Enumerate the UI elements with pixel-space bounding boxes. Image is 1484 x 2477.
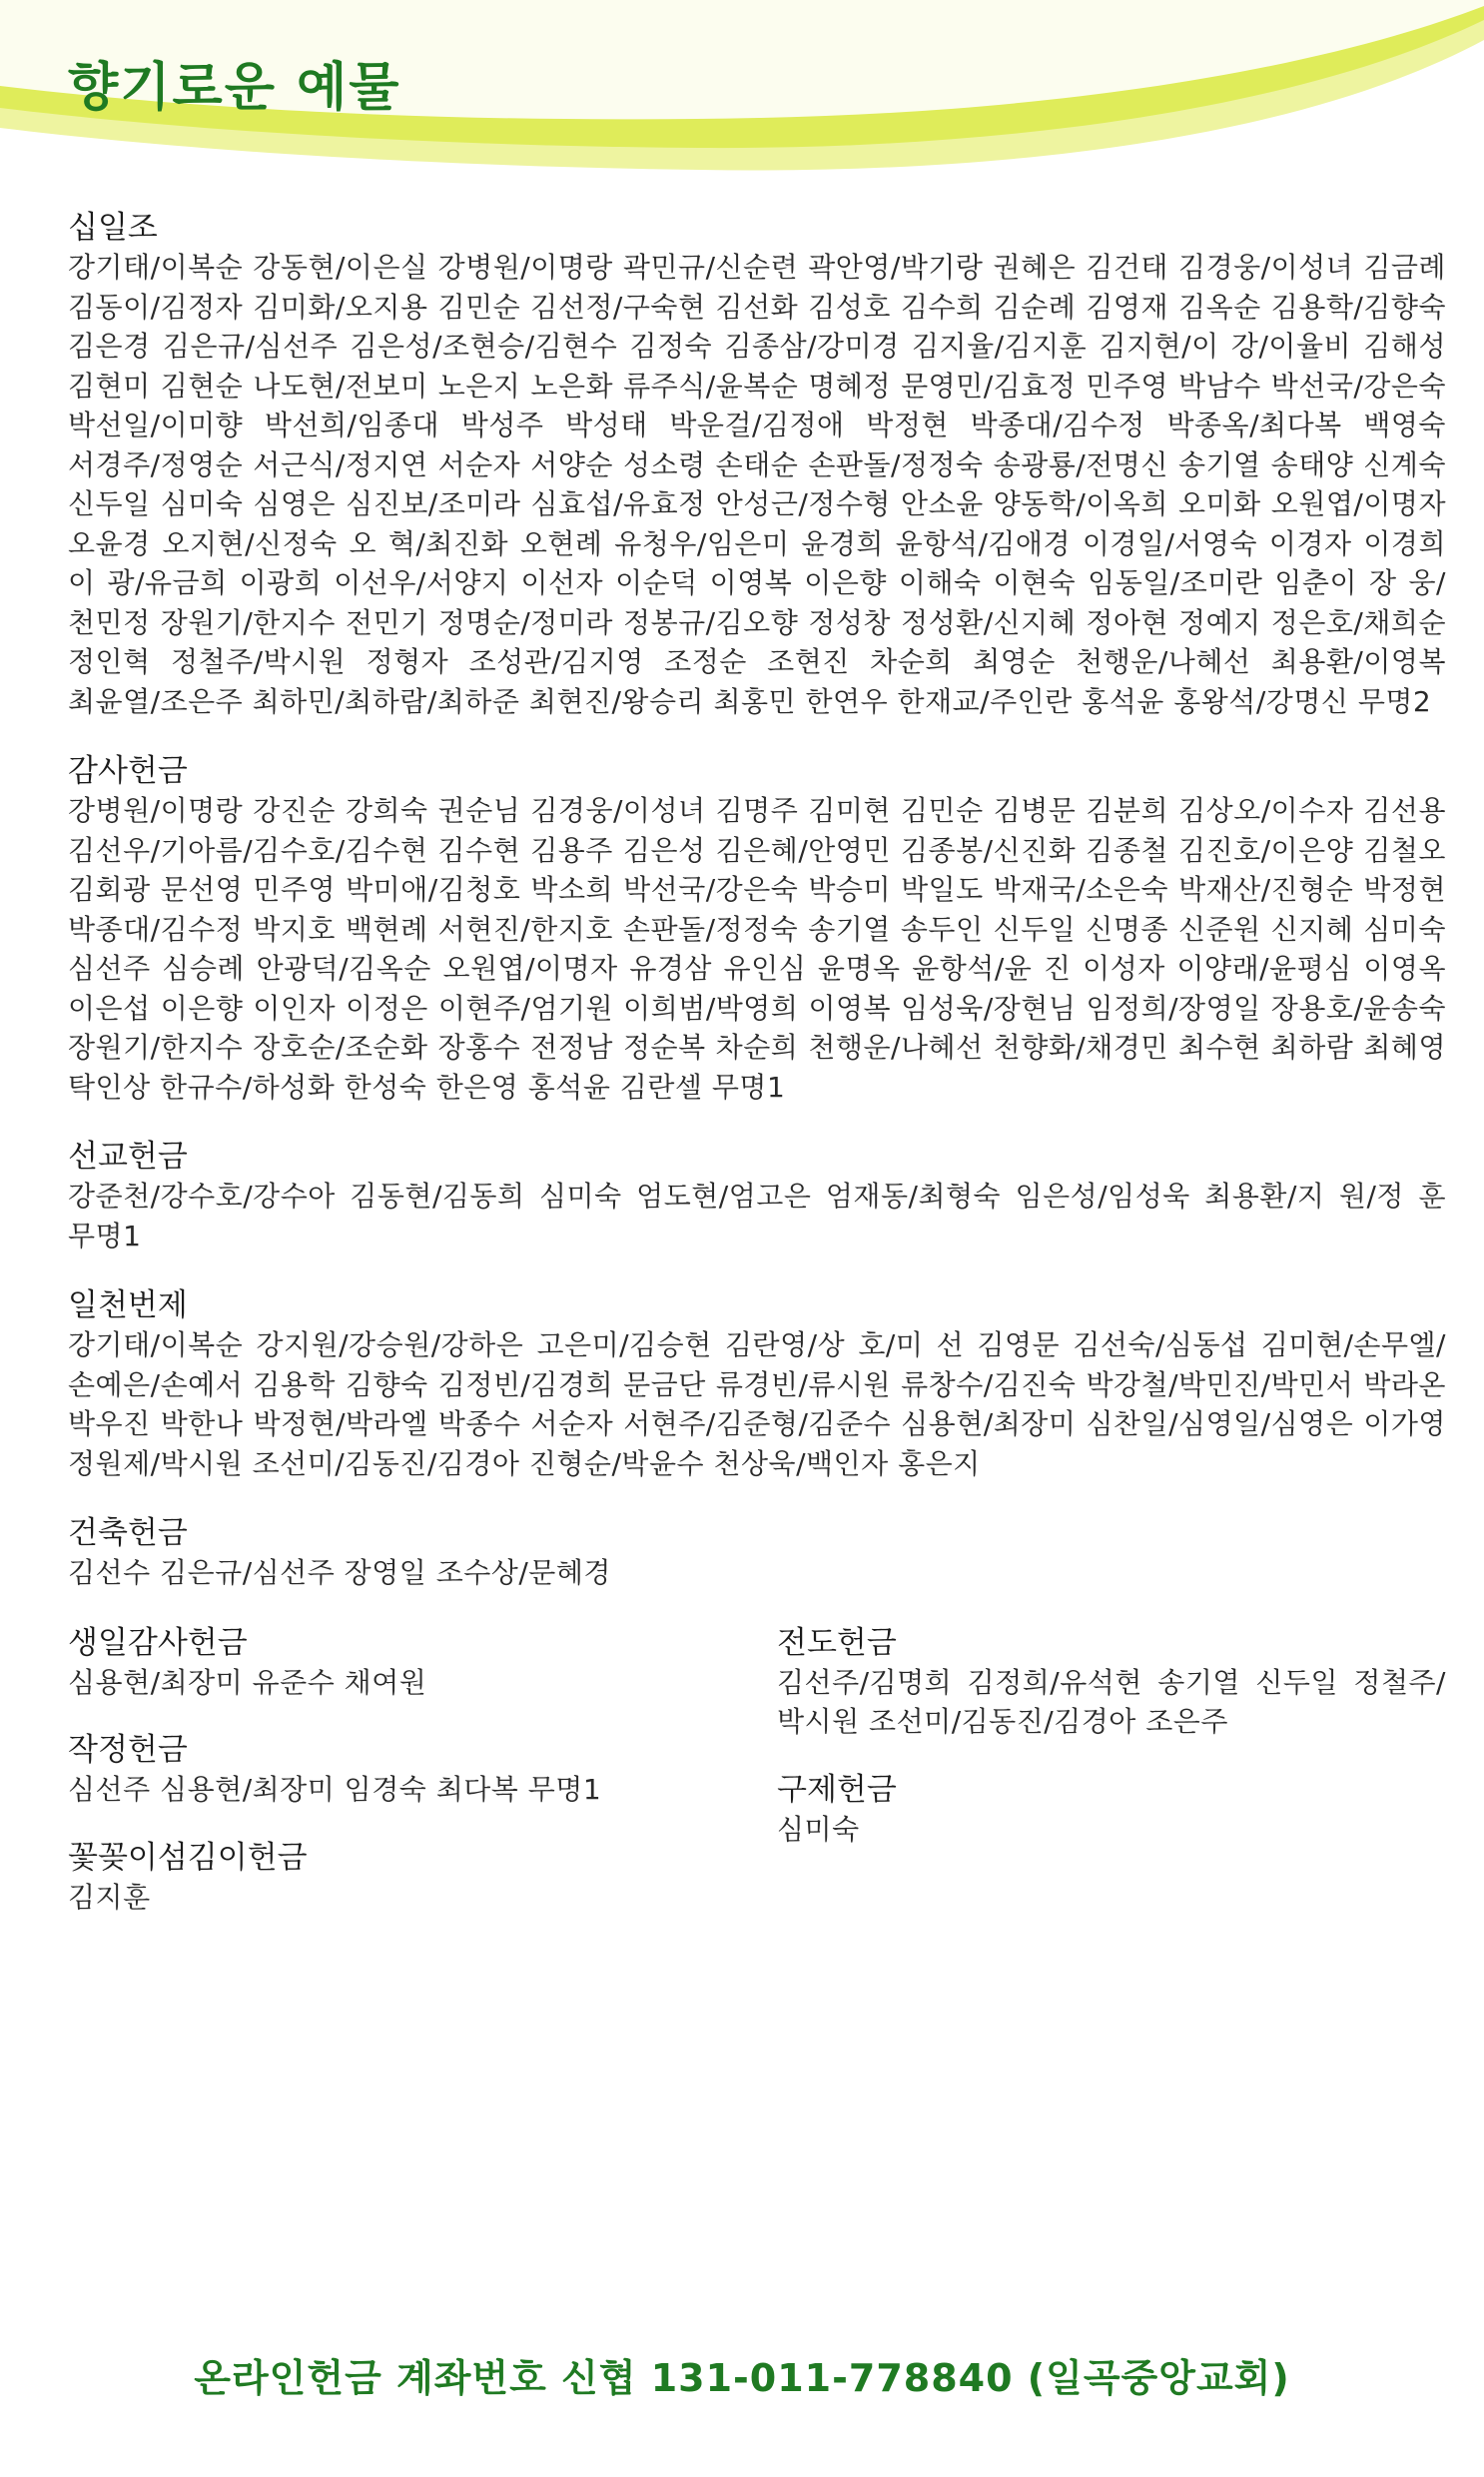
section-title: 십일조	[68, 210, 158, 246]
section-title: 건축헌금	[68, 1515, 188, 1551]
section-gamsa	[68, 751, 1446, 1107]
section-title: 선교헌금	[68, 1139, 188, 1175]
two-column-sections	[68, 1623, 1446, 1946]
donor-names: 김지훈	[68, 1880, 151, 1914]
donor-names: 강준천/강수호/강수아 김동현/김동희 심미숙 엄도현/엄고은 엄재동/최형숙 임은성/임성욱 최용환/지 원/정 훈 무명1	[68, 1180, 1446, 1252]
section-title: 감사헌금	[68, 753, 188, 789]
section-title: 구제헌금	[777, 1771, 897, 1808]
donor-names: 강기태/이복순 강지원/강승원/강하은 고은미/김승현 김란영/상 호/미 선 김영문 김선숙/심동섭 김미현/손무엘/손예은/손예서 김용학 김향숙 김정빈/김경희 문금단 류경빈/류시원 류창수/김진숙 박강철/박민진/박민서 박라온 박우진 박한나 박정현/박라엘 박종수 서순자 서현주/김준형/김준수 심용현/최장미 심찬일/심영일/심영은 이가영 정원제/박시원 조선미/김동진/김경아 진형순/박윤수 천상욱/백인자 홍은지	[68, 1328, 1446, 1480]
section-jakjeong	[68, 1730, 777, 1810]
section-kkot	[68, 1838, 777, 1918]
section-geonchuk	[68, 1513, 1446, 1593]
offering-list	[68, 208, 1446, 1945]
section-title: 생일감사헌금	[68, 1624, 248, 1661]
right-column	[777, 1623, 1446, 1946]
donor-names: 강병원/이명랑 강진순 강희숙 권순님 김경웅/이성녀 김명주 김미현 김민순 김병문 김분희 김상오/이수자 김선용 김선우/기아름/김수호/김수현 김수현 김용주 김은성 김은혜/안영민 김종봉/신진화 김종철 김진호/이은양 김철오 김회광 문선영 민주영 박미애/김청호 박소희 박선국/강은숙 박승미 박일도 박재국/소은숙 박재산/진형순 박정현 박종대/김수정 박지호 백현례 서현진/한지호 손판돌/정정숙 송기열 송두인 신두일 신명종 신준원 신지혜 심미숙 심선주 심승례 안광덕/김옥순 오원엽/이명자 유경삼 유인심 윤명옥 윤항석/윤 진 이성자 이양래/윤평심 이영옥 이은섭 이은향 이인자 이정은 이현주/엄기원 이희범/박영희 이영복 임성욱/장현님 임정희/장영일 장용호/윤송숙 장원기/한지수 장호순/조순화 장홍수 전정남 정순복 차순희 천행운/나혜선 천향화/채경민 최수현 최하람 최혜영 탁인상 한규수/하성화 한성숙 한은영 홍석윤 김란셀 무명1	[68, 794, 1446, 1104]
section-ilcheon	[68, 1285, 1446, 1483]
section-sibilcho	[68, 208, 1446, 721]
donor-names: 김선주/김명희 김정희/유석현 송기열 신두일 정철주/박시원 조선미/김동진/김경아 조은주	[777, 1665, 1446, 1738]
section-seongyo	[68, 1137, 1446, 1255]
section-saengil	[68, 1623, 777, 1703]
section-title: 작정헌금	[68, 1732, 188, 1768]
section-jeondo	[777, 1623, 1446, 1742]
section-title: 꽃꽂이섬김이헌금	[68, 1839, 308, 1876]
section-guje	[777, 1770, 1446, 1850]
donor-names: 심미숙	[777, 1812, 860, 1846]
left-column	[68, 1623, 777, 1946]
donor-names: 심선주 심용현/최장미 임경숙 최다복 무명1	[68, 1773, 602, 1806]
donor-names: 김선수 김은규/심선주 장영일 조수상/문혜경	[68, 1556, 611, 1589]
donor-names: 강기태/이복순 강동현/이은실 강병원/이명랑 곽민규/신순련 곽안영/박기랑 권혜은 김건태 김경웅/이성녀 김금례 김동이/김정자 김미화/오지용 김민순 김선정/구숙현 김선화 김성호 김수희 김순례 김영재 김옥순 김용학/김향숙 김은경 김은규/심선주 김은성/조현승/김현수 김정숙 김종삼/강미경 김지율/김지훈 김지현/이 강/이율비 김해성 김현미 김현순 나도현/전보미 노은지 노은화 류주식/윤복순 명혜정 문영민/김효정 민주영 박남수 박선국/강은숙 박선일/이미향 박선희/임종대 박성주 박성태 박운걸/김정애 박정현 박종대/김수정 박종옥/최다복 백영숙 서경주/정영순 서근식/정지연 서순자 서양순 성소령 손태순 손판돌/정정숙 송광룡/전명신 송기열 송태양 신계숙 신두일 심미숙 심영은 심진보/조미라 심효섭/유효정 안성근/정수형 안소윤 양동학/이옥희 오미화 오원엽/이명자 오윤경 오지현/신정숙 오 혁/최진화 오현례 유청우/임은미 윤경희 윤항석/김애경 이경일/서영숙 이경자 이경희 이 광/유금희 이광희 이선우/서양지 이선자 이순덕 이영복 이은향 이해숙 이현숙 임동일/조미란 임춘이 장 웅/천민정 장원기/한지수 전민기 정명순/정미라 정봉규/김오향 정성창 정성환/신지혜 정아현 정예지 정은호/채희순 정인혁 정철주/박시원 정형자 조성관/김지영 조정순 조현진 차순희 최영순 천행운/나혜선 최용환/이영복 최윤열/조은주 최하민/최하람/최하준 최현진/왕승리 최홍민 한연우 한재교/주인란 홍석윤 홍왕석/강명신 무명2	[68, 251, 1446, 718]
section-title: 일천번제	[68, 1287, 188, 1323]
section-title: 전도헌금	[777, 1624, 897, 1661]
online-offering-account: 온라인헌금 계좌번호 신협 131-011-778840 (일곡중앙교회)	[194, 2356, 1290, 2400]
donor-names: 심용현/최장미 유준수 채여원	[68, 1665, 427, 1699]
page-title: 향기로운 예물	[68, 58, 401, 118]
